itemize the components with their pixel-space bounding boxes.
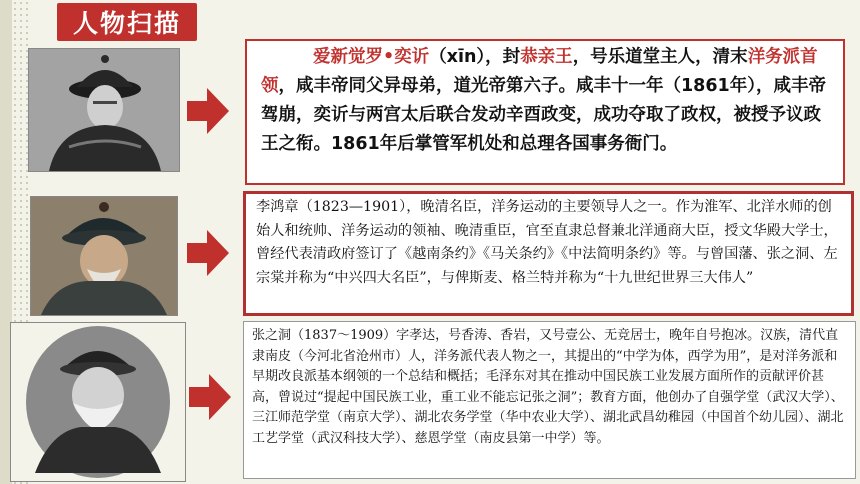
portrait-photo-zhang-zhidong	[10, 322, 186, 482]
yixin-text-2: ，咸丰帝同父异母弟，道光帝第六子。咸丰十一年（1861年），咸丰帝驾崩，奕䜣与两宫太后联合发动辛酉政变，成功夺取了政权，被授予议政王之衔。1861年后掌管军机处和总理各国事务衙门。	[261, 76, 826, 154]
portrait-photo-yixin	[28, 48, 180, 172]
arrow-right-icon	[187, 86, 229, 136]
yixin-name: 爱新觉罗•奕䜣	[313, 47, 430, 67]
li-hongzhang-bio-panel	[243, 191, 854, 316]
yixin-pinyin: （xīn），封	[429, 47, 521, 67]
arrow-right-icon	[187, 228, 229, 278]
portrait-photo-li-hongzhang	[30, 196, 178, 316]
yixin-text-1: ，号乐道堂主人，清末	[572, 47, 748, 67]
arrow-right-icon	[189, 372, 231, 422]
li-hongzhang-bio-text: 李鸿章（1823—1901），晚清名臣，洋务运动的主要领导人之一。作为淮军、北洋水师的创始人和统帅、洋务运动的领袖、晚清重臣，官至直隶总督兼北洋通商大臣，授文华殿大学士，曾经代表清政府签订了《越南条约》《马关条约》《中法简明条约》等。与曾国藩、张之洞、左宗棠并称为“中兴四大名臣”，与俾斯麦、格兰特并称为“十九世纪世界三大伟人”	[256, 199, 838, 286]
yixin-bio-panel	[245, 39, 845, 185]
title-banner	[57, 3, 197, 41]
yixin-faction: 洋务派首领	[261, 47, 818, 96]
yixin-title: 恭亲王	[520, 47, 573, 67]
page-title: 人物扫描	[72, 9, 181, 38]
zhang-zhidong-bio-text: 张之洞（1837～1909）字孝达，号香涛、香岩，又号壹公、无竞居士，晚年自号抱冰。汉族，清代直隶南皮（今河北省沧州市）人，洋务派代表人物之一，其提出的“中学为体，西学为用”，是对洋务派和早期改良派基本纲领的一个总结和概括；毛泽东对其在推动中国民族工业发展方面所作的贡献评价甚高，曾说过“提起中国民族工业，重工业不能忘记张之洞”；教育方面，他创办了自强学堂（武汉大学）、三江师范学堂（南京大学）、湖北农务学堂（华中农业大学）、湖北武昌幼稚园（中国首个幼儿园）、湖北工艺学堂（武汉科技大学）、慈恩学堂（南皮县第一中学）等。	[252, 328, 844, 446]
zhang-zhidong-bio-panel	[243, 321, 856, 479]
